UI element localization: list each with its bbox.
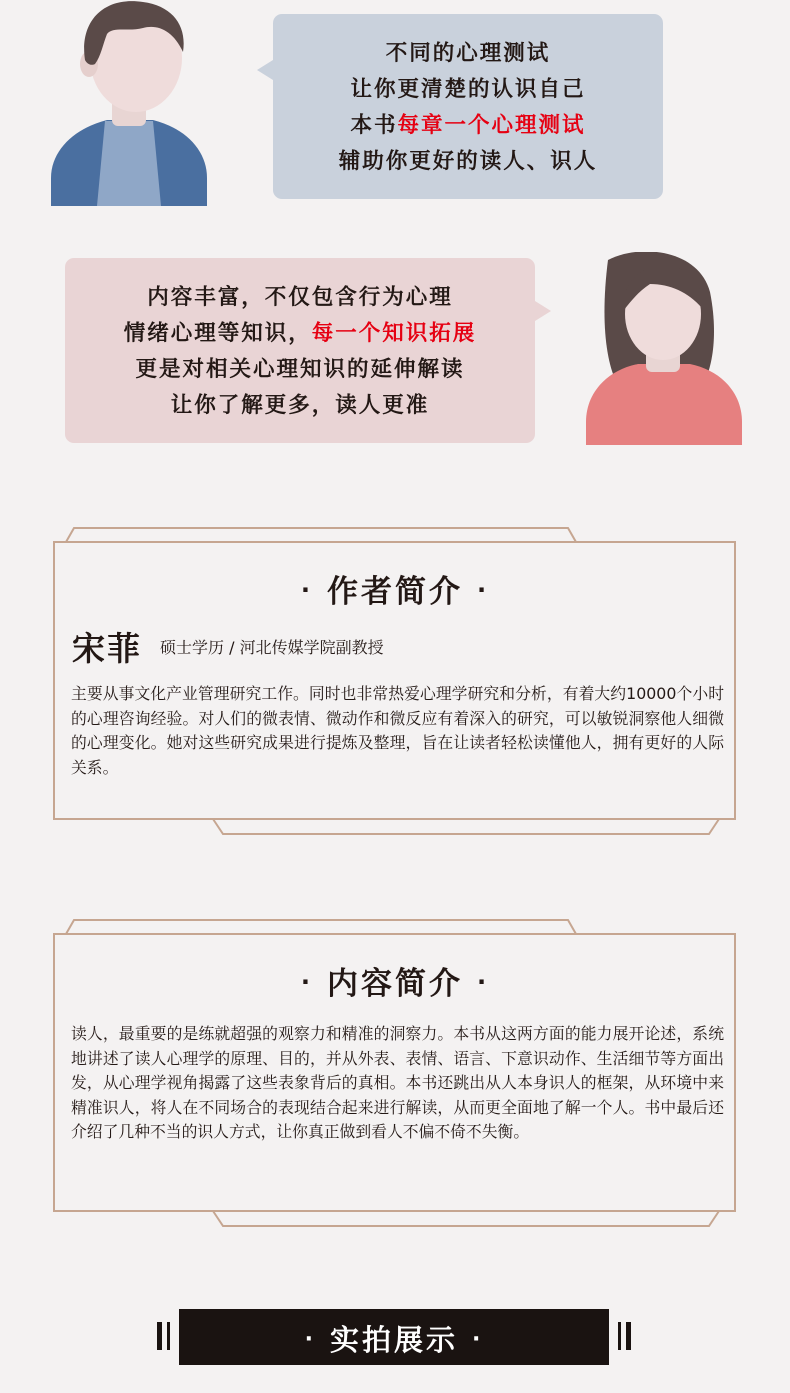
author-name: 宋菲 <box>72 629 142 668</box>
banner-right-bar-thick <box>626 1322 631 1350</box>
bubble-top-line-2: 让你更清楚的认识自己 <box>350 77 586 102</box>
banner-left-bar-thin <box>167 1322 170 1350</box>
highlight-text: 每一个知识拓展 <box>311 321 477 346</box>
highlight-text: 每章一个心理测试 <box>397 113 586 138</box>
author-section-title: · 作者简介 · <box>300 574 490 610</box>
banner-right-bar-thin <box>618 1322 621 1350</box>
content-summary: 读人，最重要的是练就超强的观察力和精准的洞察力。本书从这两方面的能力展开论述，系统地讲述了读人心理学的原理、目的，并从外表、表情、语言、下意识动作、生活细节等方面出发，从心理学视角揭露了这些表象背后的真相。本书还跳出从人本身识人的框架，从环境中来精准识人，将人在不同场合的表现结合起来进行解读，从而更全面地了解一个人。书中最后还介绍了几种不当的识人方式，让你真正做到看人不偏不倚不失衡。 <box>71 1024 724 1141</box>
bubble-bottom-line-4: 让你了解更多，读人更准 <box>170 393 430 418</box>
banner-title: · 实拍展示 · <box>304 1323 484 1357</box>
author-credentials: 硕士学历 / 河北传媒学院副教授 <box>160 638 384 657</box>
section-banner <box>179 1309 609 1365</box>
bubble-bottom-line-3: 更是对相关心理知识的延伸解读 <box>135 357 465 382</box>
content-section-title: · 内容简介 · <box>300 966 490 1002</box>
author-bio: 主要从事文化产业管理研究工作。同时也非常热爱心理学研究和分析，有着大约10000个小时的心理咨询经验。对人们的微表情、微动作和微反应有着深入的研究，可以敏锐洞察他人细微的心理变化。她对这些研究成果进行提炼及整理，旨在让读者轻松读懂他人，拥有更好的人际关系。 <box>71 684 724 777</box>
banner-left-bar-thick <box>157 1322 162 1350</box>
bubble-top-line-3: 本书每章一个心理测试 <box>350 113 586 138</box>
bubble-top-line-4: 辅助你更好的读人、识人 <box>338 149 598 174</box>
bubble-top-line-1: 不同的心理测试 <box>385 41 551 66</box>
bubble-bottom-line-1: 内容丰富，不仅包含行为心理 <box>147 285 453 310</box>
bubble-bottom-line-2: 情绪心理等知识，每一个知识拓展 <box>123 321 477 346</box>
